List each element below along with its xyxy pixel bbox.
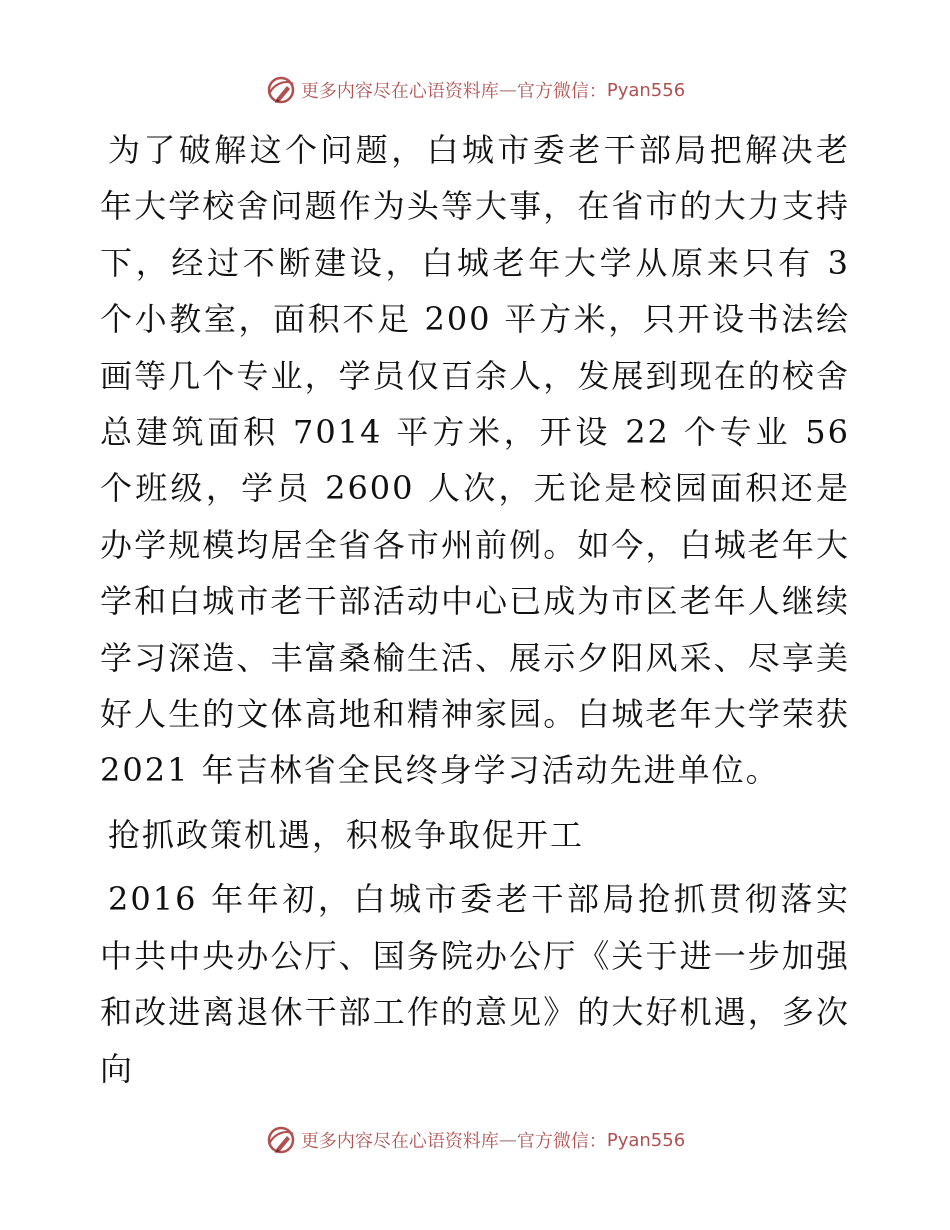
banner-site-text: 更多内容尽在心语资料库 (300, 81, 499, 102)
document-body (100, 122, 850, 1097)
banner-site-text: 更多内容尽在心语资料库 (300, 1131, 499, 1152)
pen-logo-icon (265, 74, 297, 106)
banner-wechat-label: 官方微信： (516, 81, 607, 102)
header-banner (0, 70, 950, 110)
banner-separator: — (498, 1129, 517, 1151)
footer-banner (0, 1120, 950, 1160)
section-heading: 抢抓政策机遇，积极争取促开工 (108, 815, 585, 854)
pen-logo-icon (265, 1124, 297, 1156)
banner-wechat-label: 官方微信： (516, 1131, 607, 1152)
banner-separator: — (498, 79, 517, 101)
body-paragraph-2: 2016 年年初，白城市委老干部局抢抓贯彻落实中共中央办公厅、国务院办公厅《关于进一步加强和改进离退休干部工作的意见》的大好机遇，多次向 (100, 880, 850, 1088)
banner-wechat-id: Pyan556 (606, 1129, 686, 1151)
banner-wechat-id: Pyan556 (606, 79, 686, 101)
body-paragraph-1: 为了破解这个问题，白城市委老干部局把解决老年大学校舍问题作为头等大事，在省市的大力支持下，经过不断建设，白城老年大学从原来只有 3 个小教室，面积不足 200 平方米，只开设书法绘画等几个专业，学员仅百余人，发展到现在的校舍总建筑面积 7014 平方米，开设 22 个专业 56 个班级，学员 2600 人次，无论是校园面积还是办学规模均居全省各市州前例。如今，白城老年大学和白城市老干部活动中心已成为市区老年人继续学习深造、丰富桑榆生活、展示夕阳风采、尽享美好人生的文体高地和精神家园。白城老年大学荣获 2021 年吉林省全民终身学习活动先进单位。 (100, 131, 850, 790)
